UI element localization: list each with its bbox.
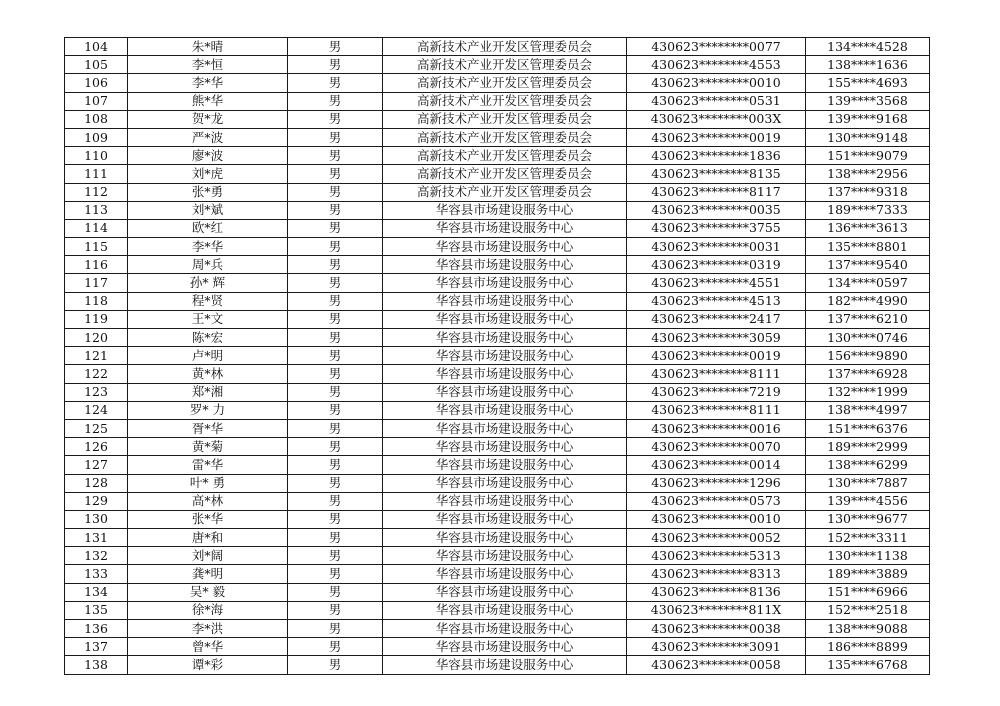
table-row — [65, 474, 930, 492]
phone-cell: 132****1999 — [806, 383, 930, 401]
name-cell: 李*洪 — [128, 620, 288, 638]
name-cell: 李*华 — [128, 74, 288, 92]
name-cell: 程*贤 — [128, 292, 288, 310]
id-number-cell: 430623********0058 — [627, 656, 806, 674]
name-cell: 谭*彩 — [128, 656, 288, 674]
gender-cell: 男 — [288, 347, 383, 365]
table-row — [65, 56, 930, 74]
phone-cell: 137****6210 — [806, 310, 930, 328]
id-number-cell: 430623********811X — [627, 601, 806, 619]
gender-cell: 男 — [288, 656, 383, 674]
organization-cell: 华容县市场建设服务中心 — [383, 310, 627, 328]
phone-cell: 138****1636 — [806, 56, 930, 74]
gender-cell: 男 — [288, 492, 383, 510]
row-number-cell: 115 — [65, 238, 128, 256]
gender-cell: 男 — [288, 238, 383, 256]
phone-cell: 189****2999 — [806, 438, 930, 456]
gender-cell: 男 — [288, 565, 383, 583]
name-cell: 刘*阔 — [128, 547, 288, 565]
gender-cell: 男 — [288, 474, 383, 492]
id-number-cell: 430623********5313 — [627, 547, 806, 565]
name-cell: 唐*和 — [128, 529, 288, 547]
organization-cell: 高新技术产业开发区管理委员会 — [383, 128, 627, 146]
row-number-cell: 118 — [65, 292, 128, 310]
row-number-cell: 114 — [65, 219, 128, 237]
phone-cell: 137****9318 — [806, 183, 930, 201]
phone-cell: 138****2956 — [806, 165, 930, 183]
table-row — [65, 147, 930, 165]
name-cell: 黄*菊 — [128, 438, 288, 456]
name-cell: 罗* 力 — [128, 401, 288, 419]
organization-cell: 华容县市场建设服务中心 — [383, 601, 627, 619]
table-row — [65, 74, 930, 92]
phone-cell: 135****6768 — [806, 656, 930, 674]
table-row — [65, 128, 930, 146]
phone-cell: 156****9890 — [806, 347, 930, 365]
organization-cell: 高新技术产业开发区管理委员会 — [383, 147, 627, 165]
table-row — [65, 219, 930, 237]
gender-cell: 男 — [288, 620, 383, 638]
row-number-cell: 135 — [65, 601, 128, 619]
name-cell: 朱*晴 — [128, 38, 288, 56]
row-number-cell: 120 — [65, 329, 128, 347]
gender-cell: 男 — [288, 456, 383, 474]
name-cell: 熊*华 — [128, 92, 288, 110]
id-number-cell: 430623********3755 — [627, 219, 806, 237]
table-row — [65, 529, 930, 547]
phone-cell: 151****9079 — [806, 147, 930, 165]
organization-cell: 华容县市场建设服务中心 — [383, 201, 627, 219]
name-cell: 刘*斌 — [128, 201, 288, 219]
name-cell: 叶* 勇 — [128, 474, 288, 492]
id-number-cell: 430623********0573 — [627, 492, 806, 510]
name-cell: 吴* 毅 — [128, 583, 288, 601]
gender-cell: 男 — [288, 183, 383, 201]
table-row — [65, 329, 930, 347]
gender-cell: 男 — [288, 310, 383, 328]
gender-cell: 男 — [288, 365, 383, 383]
name-cell: 张*华 — [128, 510, 288, 528]
row-number-cell: 108 — [65, 110, 128, 128]
id-number-cell: 430623********003X — [627, 110, 806, 128]
id-number-cell: 430623********1836 — [627, 147, 806, 165]
id-number-cell: 430623********4553 — [627, 56, 806, 74]
gender-cell: 男 — [288, 92, 383, 110]
id-number-cell: 430623********3091 — [627, 638, 806, 656]
row-number-cell: 126 — [65, 438, 128, 456]
row-number-cell: 133 — [65, 565, 128, 583]
organization-cell: 华容县市场建设服务中心 — [383, 274, 627, 292]
table-row — [65, 347, 930, 365]
organization-cell: 高新技术产业开发区管理委员会 — [383, 183, 627, 201]
organization-cell: 华容县市场建设服务中心 — [383, 401, 627, 419]
organization-cell: 华容县市场建设服务中心 — [383, 419, 627, 437]
phone-cell: 138****9088 — [806, 620, 930, 638]
phone-cell: 139****3568 — [806, 92, 930, 110]
table-row — [65, 38, 930, 56]
phone-cell: 189****7333 — [806, 201, 930, 219]
id-number-cell: 430623********8313 — [627, 565, 806, 583]
id-number-cell: 430623********8111 — [627, 365, 806, 383]
row-number-cell: 122 — [65, 365, 128, 383]
table-row — [65, 183, 930, 201]
row-number-cell: 119 — [65, 310, 128, 328]
row-number-cell: 130 — [65, 510, 128, 528]
phone-cell: 135****8801 — [806, 238, 930, 256]
gender-cell: 男 — [288, 401, 383, 419]
gender-cell: 男 — [288, 529, 383, 547]
row-number-cell: 107 — [65, 92, 128, 110]
phone-cell: 138****4997 — [806, 401, 930, 419]
table-row — [65, 656, 930, 674]
organization-cell: 华容县市场建设服务中心 — [383, 638, 627, 656]
row-number-cell: 132 — [65, 547, 128, 565]
phone-cell: 189****3889 — [806, 565, 930, 583]
gender-cell: 男 — [288, 201, 383, 219]
id-number-cell: 430623********8136 — [627, 583, 806, 601]
phone-cell: 130****0746 — [806, 329, 930, 347]
gender-cell: 男 — [288, 510, 383, 528]
table-row — [65, 310, 930, 328]
gender-cell: 男 — [288, 601, 383, 619]
gender-cell: 男 — [288, 38, 383, 56]
name-cell: 严*波 — [128, 128, 288, 146]
organization-cell: 华容县市场建设服务中心 — [383, 492, 627, 510]
row-number-cell: 127 — [65, 456, 128, 474]
name-cell: 周*兵 — [128, 256, 288, 274]
organization-cell: 华容县市场建设服务中心 — [383, 565, 627, 583]
table-row — [65, 601, 930, 619]
id-number-cell: 430623********0319 — [627, 256, 806, 274]
gender-cell: 男 — [288, 383, 383, 401]
table-row — [65, 510, 930, 528]
gender-cell: 男 — [288, 292, 383, 310]
id-number-cell: 430623********2417 — [627, 310, 806, 328]
phone-cell: 130****9148 — [806, 128, 930, 146]
organization-cell: 华容县市场建设服务中心 — [383, 347, 627, 365]
id-number-cell: 430623********8135 — [627, 165, 806, 183]
row-number-cell: 134 — [65, 583, 128, 601]
row-number-cell: 121 — [65, 347, 128, 365]
gender-cell: 男 — [288, 547, 383, 565]
id-number-cell: 430623********0070 — [627, 438, 806, 456]
table-row — [65, 274, 930, 292]
organization-cell: 华容县市场建设服务中心 — [383, 456, 627, 474]
phone-cell: 134****4528 — [806, 38, 930, 56]
personnel-table-body — [65, 38, 930, 675]
gender-cell: 男 — [288, 219, 383, 237]
row-number-cell: 131 — [65, 529, 128, 547]
id-number-cell: 430623********0016 — [627, 419, 806, 437]
phone-cell: 152****2518 — [806, 601, 930, 619]
organization-cell: 华容县市场建设服务中心 — [383, 329, 627, 347]
name-cell: 廖*波 — [128, 147, 288, 165]
organization-cell: 高新技术产业开发区管理委员会 — [383, 92, 627, 110]
row-number-cell: 124 — [65, 401, 128, 419]
id-number-cell: 430623********0019 — [627, 128, 806, 146]
id-number-cell: 430623********0010 — [627, 74, 806, 92]
row-number-cell: 106 — [65, 74, 128, 92]
name-cell: 郑*湘 — [128, 383, 288, 401]
name-cell: 李*恒 — [128, 56, 288, 74]
gender-cell: 男 — [288, 419, 383, 437]
table-row — [65, 201, 930, 219]
table-row — [65, 583, 930, 601]
phone-cell: 152****3311 — [806, 529, 930, 547]
gender-cell: 男 — [288, 128, 383, 146]
gender-cell: 男 — [288, 438, 383, 456]
name-cell: 张*勇 — [128, 183, 288, 201]
id-number-cell: 430623********8117 — [627, 183, 806, 201]
phone-cell: 137****9540 — [806, 256, 930, 274]
phone-cell: 155****4693 — [806, 74, 930, 92]
phone-cell: 186****8899 — [806, 638, 930, 656]
name-cell: 王*文 — [128, 310, 288, 328]
phone-cell: 138****6299 — [806, 456, 930, 474]
row-number-cell: 123 — [65, 383, 128, 401]
name-cell: 曾*华 — [128, 638, 288, 656]
personnel-table — [64, 37, 930, 675]
id-number-cell: 430623********4551 — [627, 274, 806, 292]
name-cell: 高*林 — [128, 492, 288, 510]
organization-cell: 华容县市场建设服务中心 — [383, 383, 627, 401]
table-row — [65, 92, 930, 110]
gender-cell: 男 — [288, 583, 383, 601]
row-number-cell: 137 — [65, 638, 128, 656]
row-number-cell: 109 — [65, 128, 128, 146]
table-row — [65, 383, 930, 401]
name-cell: 欧*红 — [128, 219, 288, 237]
organization-cell: 高新技术产业开发区管理委员会 — [383, 165, 627, 183]
name-cell: 徐*海 — [128, 601, 288, 619]
row-number-cell: 111 — [65, 165, 128, 183]
id-number-cell: 430623********0031 — [627, 238, 806, 256]
name-cell: 陈*宏 — [128, 329, 288, 347]
table-row — [65, 110, 930, 128]
organization-cell: 华容县市场建设服务中心 — [383, 656, 627, 674]
phone-cell: 137****6928 — [806, 365, 930, 383]
id-number-cell: 430623********0019 — [627, 347, 806, 365]
table-row — [65, 547, 930, 565]
gender-cell: 男 — [288, 165, 383, 183]
gender-cell: 男 — [288, 256, 383, 274]
id-number-cell: 430623********0035 — [627, 201, 806, 219]
id-number-cell: 430623********4513 — [627, 292, 806, 310]
table-row — [65, 401, 930, 419]
organization-cell: 华容县市场建设服务中心 — [383, 365, 627, 383]
organization-cell: 华容县市场建设服务中心 — [383, 256, 627, 274]
name-cell: 李*华 — [128, 238, 288, 256]
table-row — [65, 456, 930, 474]
id-number-cell: 430623********0010 — [627, 510, 806, 528]
gender-cell: 男 — [288, 110, 383, 128]
table-row — [65, 365, 930, 383]
table-row — [65, 256, 930, 274]
id-number-cell: 430623********8111 — [627, 401, 806, 419]
table-row — [65, 438, 930, 456]
organization-cell: 华容县市场建设服务中心 — [383, 292, 627, 310]
id-number-cell: 430623********7219 — [627, 383, 806, 401]
id-number-cell: 430623********0052 — [627, 529, 806, 547]
table-row — [65, 565, 930, 583]
phone-cell: 134****0597 — [806, 274, 930, 292]
row-number-cell: 113 — [65, 201, 128, 219]
table-row — [65, 620, 930, 638]
table-row — [65, 638, 930, 656]
id-number-cell: 430623********0077 — [627, 38, 806, 56]
gender-cell: 男 — [288, 147, 383, 165]
id-number-cell: 430623********0014 — [627, 456, 806, 474]
name-cell: 孙* 辉 — [128, 274, 288, 292]
table-row — [65, 492, 930, 510]
row-number-cell: 104 — [65, 38, 128, 56]
id-number-cell: 430623********0038 — [627, 620, 806, 638]
organization-cell: 华容县市场建设服务中心 — [383, 547, 627, 565]
organization-cell: 华容县市场建设服务中心 — [383, 510, 627, 528]
organization-cell: 华容县市场建设服务中心 — [383, 529, 627, 547]
name-cell: 刘*虎 — [128, 165, 288, 183]
gender-cell: 男 — [288, 274, 383, 292]
organization-cell: 华容县市场建设服务中心 — [383, 474, 627, 492]
name-cell: 龚*明 — [128, 565, 288, 583]
name-cell: 贺*龙 — [128, 110, 288, 128]
organization-cell: 华容县市场建设服务中心 — [383, 583, 627, 601]
row-number-cell: 112 — [65, 183, 128, 201]
phone-cell: 151****6376 — [806, 419, 930, 437]
gender-cell: 男 — [288, 638, 383, 656]
table-row — [65, 292, 930, 310]
row-number-cell: 116 — [65, 256, 128, 274]
phone-cell: 139****9168 — [806, 110, 930, 128]
row-number-cell: 136 — [65, 620, 128, 638]
row-number-cell: 105 — [65, 56, 128, 74]
table-row — [65, 419, 930, 437]
phone-cell: 136****3613 — [806, 219, 930, 237]
phone-cell: 182****4990 — [806, 292, 930, 310]
gender-cell: 男 — [288, 329, 383, 347]
organization-cell: 华容县市场建设服务中心 — [383, 620, 627, 638]
name-cell: 胥*华 — [128, 419, 288, 437]
organization-cell: 华容县市场建设服务中心 — [383, 238, 627, 256]
name-cell: 黄*林 — [128, 365, 288, 383]
id-number-cell: 430623********0531 — [627, 92, 806, 110]
table-row — [65, 165, 930, 183]
organization-cell: 华容县市场建设服务中心 — [383, 438, 627, 456]
organization-cell: 高新技术产业开发区管理委员会 — [383, 110, 627, 128]
row-number-cell: 117 — [65, 274, 128, 292]
row-number-cell: 110 — [65, 147, 128, 165]
gender-cell: 男 — [288, 74, 383, 92]
organization-cell: 华容县市场建设服务中心 — [383, 219, 627, 237]
row-number-cell: 125 — [65, 419, 128, 437]
row-number-cell: 138 — [65, 656, 128, 674]
phone-cell: 130****9677 — [806, 510, 930, 528]
id-number-cell: 430623********1296 — [627, 474, 806, 492]
phone-cell: 139****4556 — [806, 492, 930, 510]
phone-cell: 130****1138 — [806, 547, 930, 565]
name-cell: 卢*明 — [128, 347, 288, 365]
table-row — [65, 238, 930, 256]
phone-cell: 130****7887 — [806, 474, 930, 492]
organization-cell: 高新技术产业开发区管理委员会 — [383, 38, 627, 56]
organization-cell: 高新技术产业开发区管理委员会 — [383, 56, 627, 74]
gender-cell: 男 — [288, 56, 383, 74]
id-number-cell: 430623********3059 — [627, 329, 806, 347]
name-cell: 雷*华 — [128, 456, 288, 474]
organization-cell: 高新技术产业开发区管理委员会 — [383, 74, 627, 92]
row-number-cell: 129 — [65, 492, 128, 510]
phone-cell: 151****6966 — [806, 583, 930, 601]
row-number-cell: 128 — [65, 474, 128, 492]
